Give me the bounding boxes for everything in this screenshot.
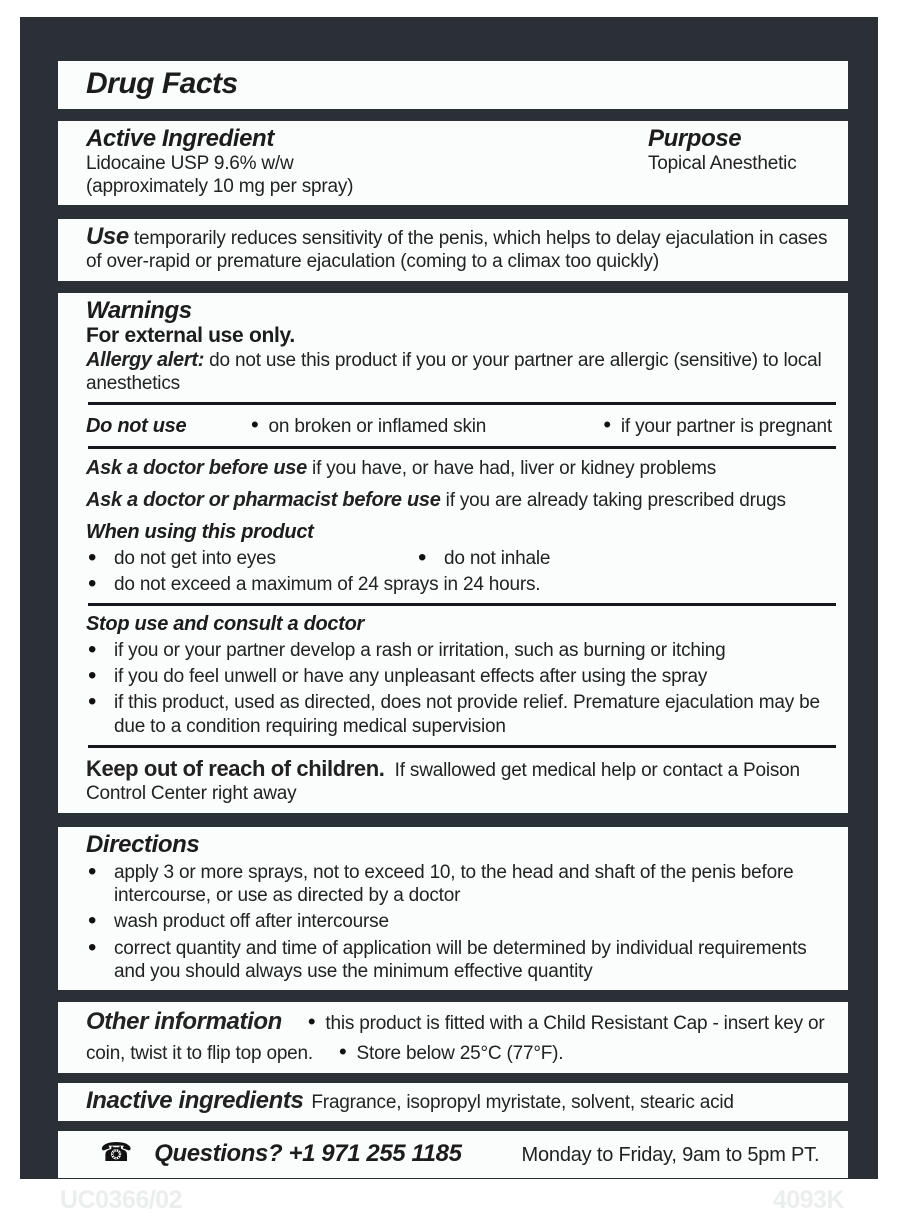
footer-left-code: UC0366/02 xyxy=(60,1186,182,1215)
panel-warnings xyxy=(58,293,848,814)
when-using-item: • do not get into eyes xyxy=(86,547,416,570)
ask-doctor-paragraph xyxy=(86,456,838,480)
divider xyxy=(88,745,836,748)
use-paragraph xyxy=(86,224,838,273)
ask-doctor-heading: Ask a doctor before use xyxy=(86,456,307,479)
active-ingredient-heading: Active Ingredient xyxy=(86,125,274,152)
directions-heading: Directions xyxy=(86,831,200,859)
divider xyxy=(88,603,836,606)
inactive-ingredients-text: Fragrance, isopropyl myristate, solvent, stearic acid xyxy=(311,1092,734,1114)
ask-doctor-pharmacist-text: if you are already taking prescribed drugs xyxy=(445,490,786,512)
active-ingredient-column xyxy=(86,126,353,198)
panel-directions xyxy=(58,827,848,990)
allergy-alert-text: do not use this product if you or your partner are allergic (sensitive) to local anesthetics xyxy=(86,349,822,394)
directions-item: • apply 3 or more sprays, not to exceed 10, to the head and shaft of the penis before intercourse, or use as directed by a doctor xyxy=(86,861,838,907)
when-using-item: • do not inhale xyxy=(416,547,550,570)
directions-item: • correct quantity and time of application will be determined by individual requirements and you should always use the minimum effective quantity xyxy=(86,937,838,983)
questions-row xyxy=(86,1136,838,1171)
other-information-heading: Other information xyxy=(86,1007,282,1035)
active-ingredient-line2: (approximately 10 mg per spray) xyxy=(86,176,354,198)
panel-title xyxy=(58,61,848,109)
stop-use-item: • if this product, used as directed, does not provide relief. Premature ejaculation may be due to a condition requiring medical supervision xyxy=(86,691,838,737)
purpose-heading: Purpose xyxy=(648,125,742,152)
when-using-heading: When using this product xyxy=(86,520,314,543)
divider xyxy=(88,446,836,449)
footer-right-code: 4093K xyxy=(772,1186,844,1215)
stop-use-item: • if you do feel unwell or have any unpleasant effects after using the spray xyxy=(86,665,838,688)
stop-use-item: • if you or your partner develop a rash or irritation, such as burning or itching xyxy=(86,639,838,662)
panel-questions xyxy=(58,1131,848,1178)
questions-heading: Questions? +1 971 255 1185 xyxy=(154,1140,462,1168)
do-not-use-item: • on broken or inflamed skin xyxy=(251,412,486,439)
do-not-use-heading: Do not use xyxy=(86,415,187,438)
directions-item: • wash product off after intercourse xyxy=(86,910,838,933)
questions-hours: Monday to Friday, 9am to 5pm PT. xyxy=(521,1144,820,1167)
panel-inactive-ingredients xyxy=(58,1083,848,1121)
allergy-alert-heading: Allergy alert: xyxy=(86,348,205,371)
use-text: temporarily reduces sensitivity of the penis, which helps to delay ejaculation in cases of over-rapid or premature ejaculation (coming to a climax too quickly) xyxy=(86,228,828,273)
other-information-item: • this product is fitted with a Child Resistant Cap - insert key or coin, twist it to flip top open. xyxy=(86,1013,825,1064)
active-ingredient-line1: Lidocaine USP 9.6% w/w xyxy=(86,152,294,174)
panel-other-information xyxy=(58,1002,848,1073)
keep-out-paragraph xyxy=(86,755,838,807)
inactive-ingredients-paragraph xyxy=(86,1088,838,1114)
drug-facts-label xyxy=(20,17,878,1215)
other-information-item: • Store below 25°C (77°F). xyxy=(339,1043,563,1064)
panel-active-ingredient xyxy=(58,121,848,205)
ask-doctor-pharmacist-paragraph xyxy=(86,488,838,512)
telephone-icon: ☎ xyxy=(100,1137,133,1168)
do-not-use-item: • if your partner is pregnant xyxy=(603,412,832,439)
other-information-paragraph xyxy=(86,1007,838,1066)
external-use-text: For external use only. xyxy=(86,323,295,347)
divider xyxy=(88,402,836,405)
stop-use-heading: Stop use and consult a doctor xyxy=(86,613,364,636)
keep-out-text: If swallowed get medical help or contact a Poison Control Center right away xyxy=(86,759,800,805)
do-not-use-row xyxy=(86,412,838,439)
warnings-heading: Warnings xyxy=(86,296,192,324)
drug-facts-title: Drug Facts xyxy=(86,67,238,100)
when-using-row xyxy=(86,544,838,570)
keep-out-heading: Keep out of reach of children. xyxy=(86,755,385,781)
purpose-value: Topical Anesthetic xyxy=(648,152,797,174)
when-using-item: • do not exceed a maximum of 24 sprays in 24 hours. xyxy=(86,573,838,596)
ask-doctor-pharmacist-heading: Ask a doctor or pharmacist before use xyxy=(86,489,441,512)
ask-doctor-text: if you have, or have had, liver or kidney problems xyxy=(312,457,717,479)
do-not-use-items xyxy=(251,412,838,439)
allergy-alert-paragraph xyxy=(86,348,838,396)
inactive-ingredients-heading: Inactive ingredients xyxy=(86,1087,304,1115)
use-heading: Use xyxy=(86,223,129,251)
panel-use xyxy=(58,219,848,280)
purpose-column xyxy=(648,126,838,198)
